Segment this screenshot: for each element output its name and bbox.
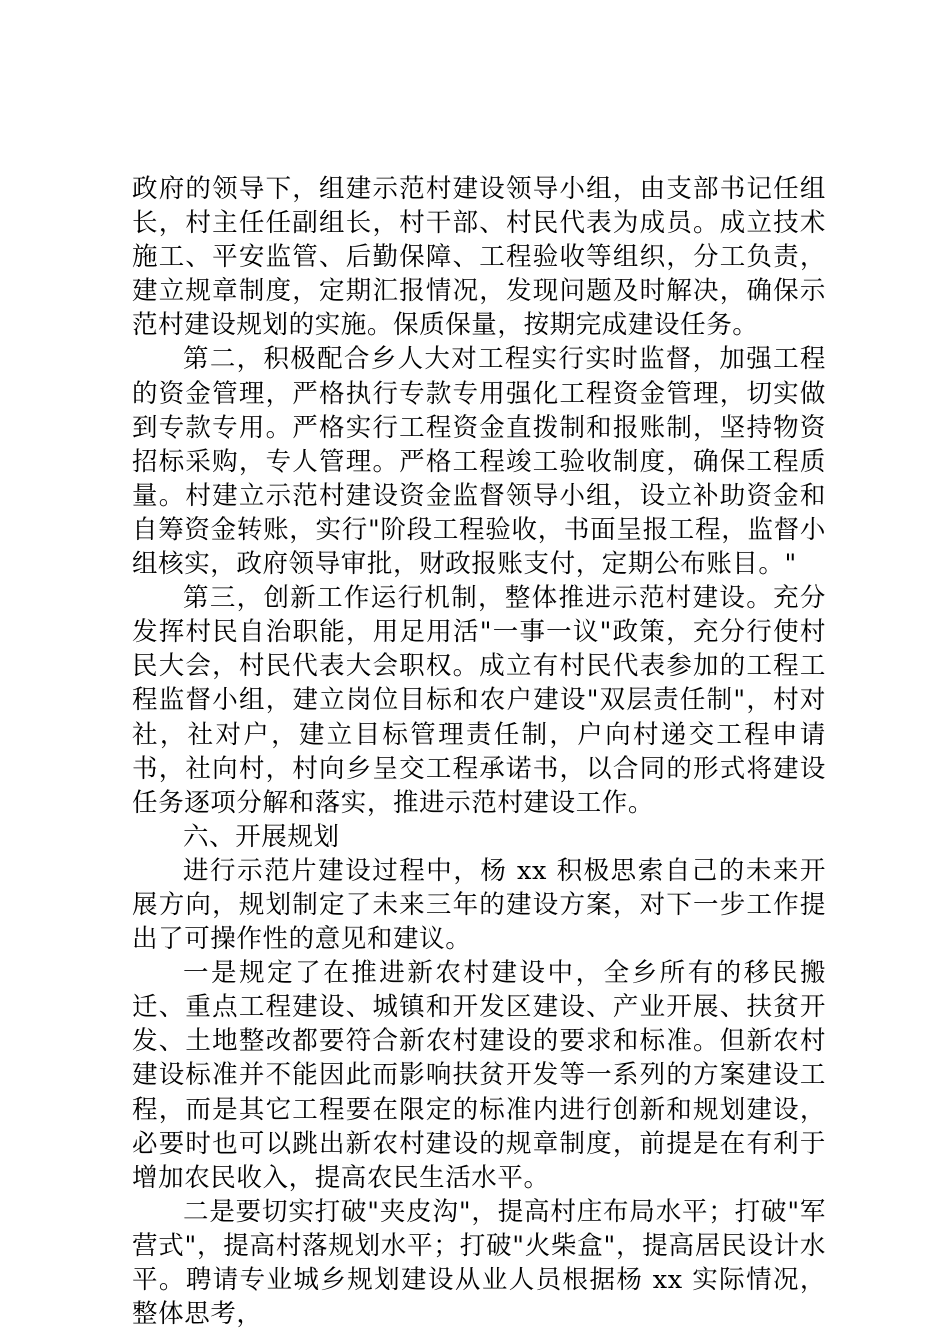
paragraph-point-two: 二是要切实打破"夹皮沟"，提高村庄布局水平；打破"军营式"，提高村落规划水平；打破"火柴盒"，提高居民设计水平。聘请专业城乡规划建设从业人员根据杨 xx 实际情况，整体思考，	[132, 1196, 826, 1330]
document-body	[132, 172, 826, 1331]
paragraph-second-supervision: 第二，积极配合乡人大对工程实行实时监督，加强工程的资金管理，严格执行专款专用强化工程资金管理，切实做到专款专用。严格实行工程资金直拨制和报账制，坚持物资招标采购，专人管理。严格工程竣工验收制度，确保工程质量。村建立示范村建设资金监督领导小组，设立补助资金和自筹资金转账，实行"阶段工程验收，书面呈报工程，监督小组核实，政府领导审批，财政报账支付，定期公布账目。"	[132, 344, 826, 580]
paragraph-third-mechanism: 第三，创新工作运行机制，整体推进示范村建设。充分发挥村民自治职能，用足用活"一事一议"政策，充分行使村民大会，村民代表大会职权。成立有村民代表参加的工程工程监督小组，建立岗位目标和农户建设"双层责任制"，村对社，社对户，建立目标管理责任制，户向村递交工程申请书，社向村，村向乡呈交工程承诺书，以合同的形式将建设任务逐项分解和落实，推进示范村建设工作。	[132, 583, 826, 818]
section-heading-planning: 六、开展规划	[183, 821, 340, 852]
paragraph-point-one: 一是规定了在推进新农村建设中，全乡所有的移民搬迁、重点工程建设、城镇和开发区建设、产业开展、扶贫开发、土地整改都要符合新农村建设的要求和标准。但新农村建设标准并不能因此而影响扶贫开发等一系列的方案建设工程，而是其它工程要在限定的标准内进行创新和规划建设，必要时也可以跳出新农村建设的规章制度，前提是在有利于增加农民收入，提高农民生活水平。	[132, 958, 826, 1193]
paragraph-planning-intro: 进行示范片建设过程中，杨 xx 积极思索自己的未来开展方向，规划制定了未来三年的建设方案，对下一步工作提出了可操作性的意见和建议。	[132, 855, 826, 955]
paragraph-leadership-group: 政府的领导下，组建示范村建设领导小组，由支部书记任组长，村主任任副组长，村干部、村民代表为成员。成立技术施工、平安监管、后勤保障、工程验收等组织，分工负责，建立规章制度，定期汇报情况，发现问题及时解决，确保示范村建设规划的实施。保质保量，按期完成建设任务。	[132, 174, 826, 341]
